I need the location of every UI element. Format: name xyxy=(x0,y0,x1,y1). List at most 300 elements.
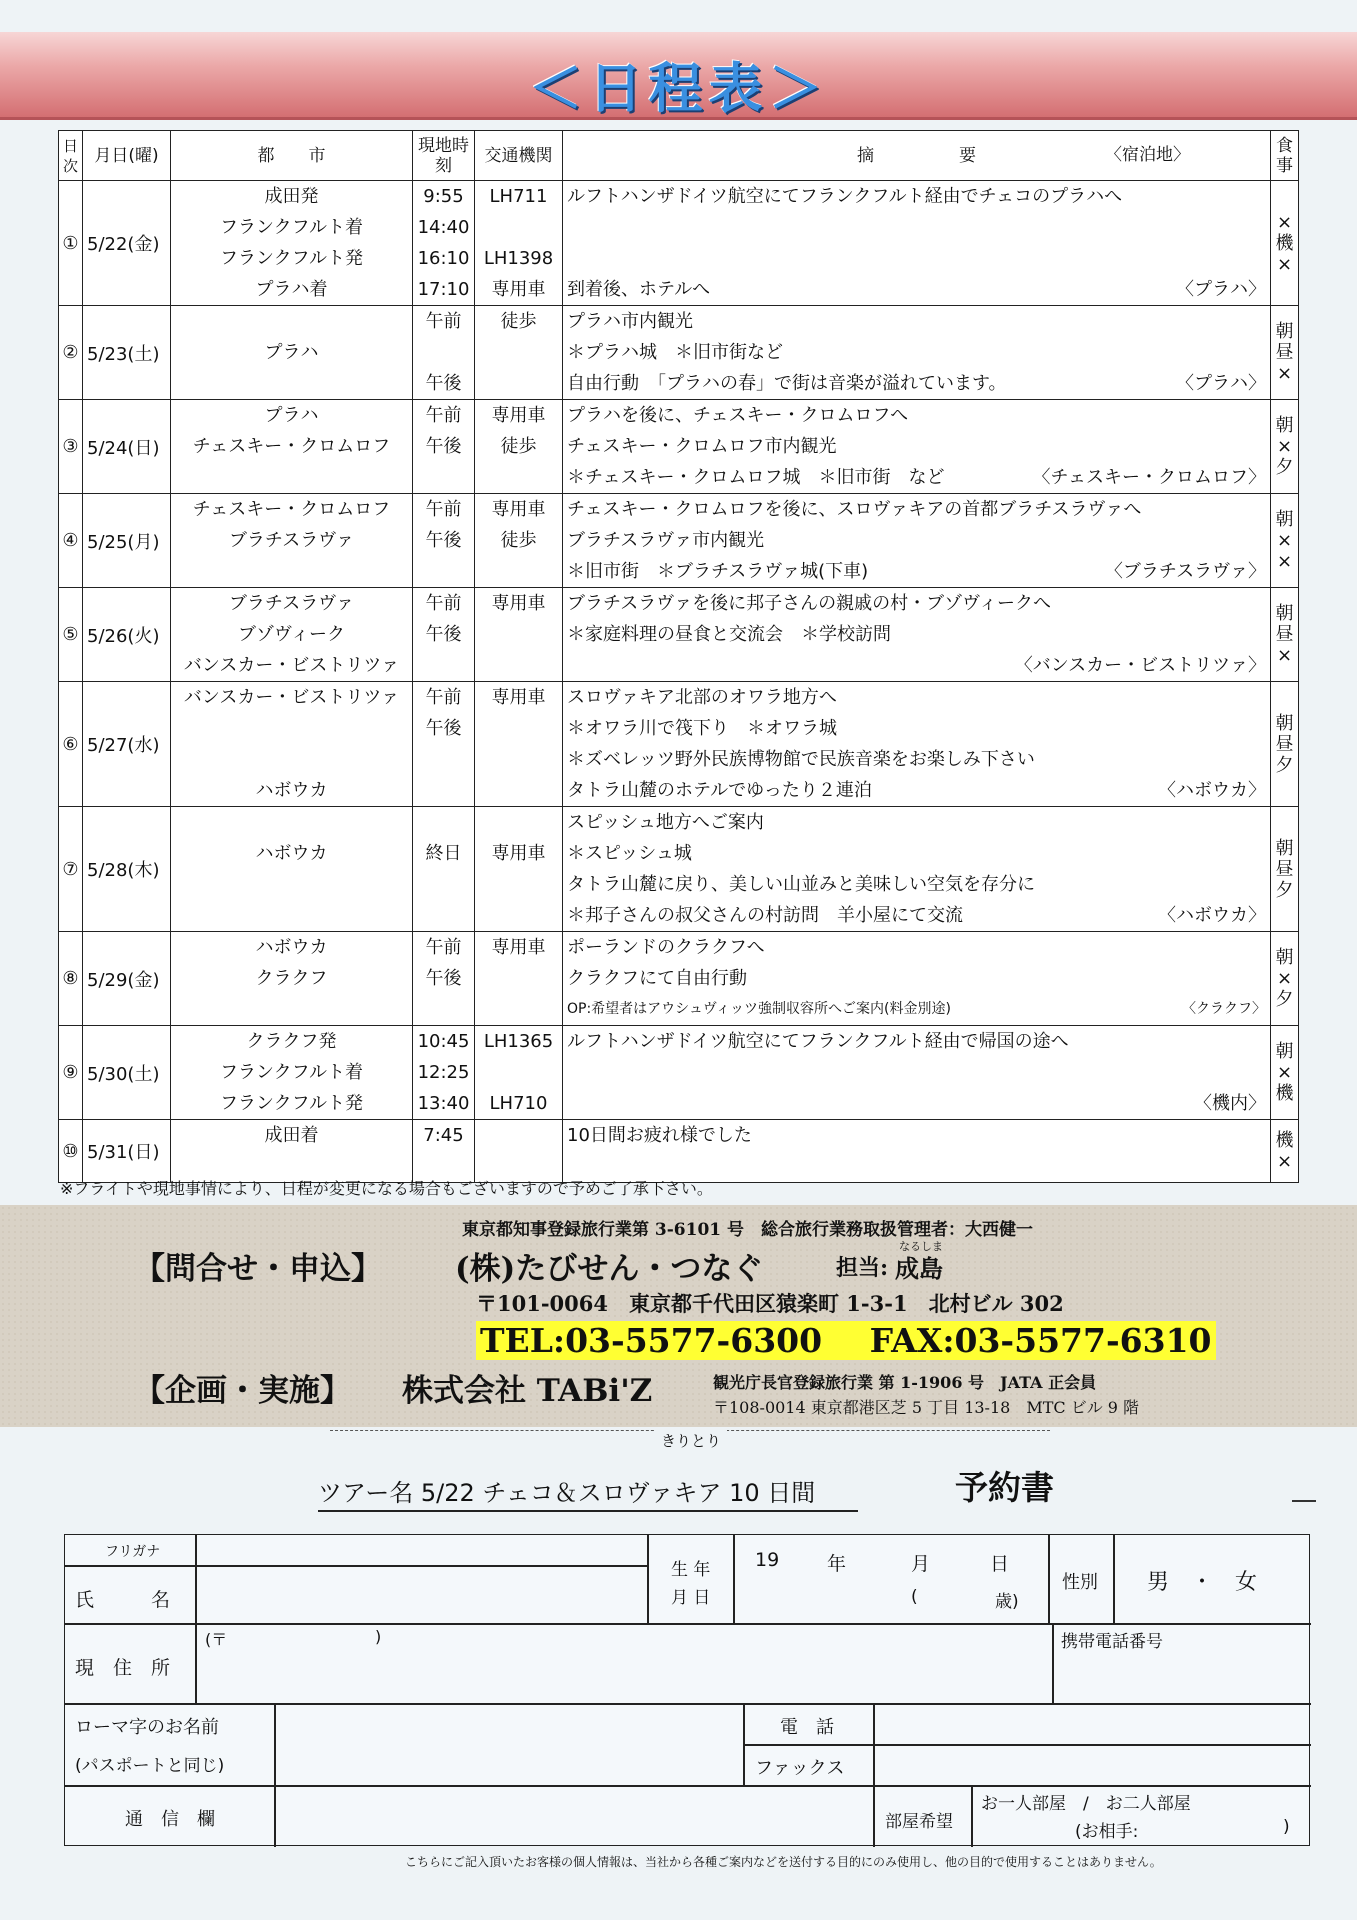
summary-cell-line: ＊ズベレッツ野外民族博物館で民族音楽をお楽しみ下さい xyxy=(567,749,1035,770)
meal-mark: × xyxy=(1276,645,1293,666)
transport-cell-line: LH711 xyxy=(489,186,548,207)
time-cell-line xyxy=(413,994,474,1025)
city-cell-line: プラハ着 xyxy=(255,279,328,300)
summary-cell xyxy=(563,400,1271,494)
day-date: 5/26(火) xyxy=(83,588,171,682)
passport-note: (パスポートと同じ) xyxy=(75,1756,225,1776)
meal-mark: 朝 xyxy=(1275,947,1294,968)
summary-cell xyxy=(563,682,1271,807)
summary-cell-line: ＊オワラ川で筏下り ＊オワラ城 xyxy=(567,718,837,739)
age-label: 歳) xyxy=(995,1592,1019,1612)
city-cell-line: クラクフ発 xyxy=(246,1031,337,1052)
day-number: ⑦ xyxy=(59,807,83,932)
summary-cell-line: 自由行動 「プラハの春」で街は音楽が溢れています。 〈プラハ〉 xyxy=(567,368,1270,399)
city-cell-line: フランクフルト着 xyxy=(220,1062,363,1083)
room-label: 部屋希望 xyxy=(885,1812,953,1832)
time-cell xyxy=(413,807,475,932)
city-cell xyxy=(171,932,413,1026)
transport-cell-line xyxy=(475,744,562,775)
time-cell xyxy=(413,181,475,306)
time-cell-line: 午前 xyxy=(425,499,462,520)
meal-mark: × xyxy=(1276,1151,1293,1172)
city-cell xyxy=(171,1026,413,1120)
city-cell xyxy=(171,181,413,306)
city-cell xyxy=(171,400,413,494)
day-number: ⑩ xyxy=(59,1120,83,1183)
meal-mark: 朝 xyxy=(1275,1041,1294,1062)
summary-cell-line: プラハ市内観光 xyxy=(567,311,693,332)
company-name: (株)たびせん・つなぐ xyxy=(455,1251,764,1287)
summary-cell-line: ＊旧市街 ＊ブラチスラヴァ城(下車) 〈ブラチスラヴァ〉 xyxy=(567,556,1270,587)
city-cell xyxy=(171,807,413,932)
furigana-label: フリガナ xyxy=(105,1544,161,1560)
phone-label: 電 話 xyxy=(780,1717,834,1738)
transport-cell-line: 専用車 xyxy=(491,843,546,864)
furigana-field[interactable] xyxy=(197,1537,645,1564)
schedule-row xyxy=(59,932,1299,1026)
city-cell-line: バンスカー・ビストリツァ xyxy=(183,687,400,708)
lodging-label: 〈機内〉 xyxy=(1194,1093,1266,1114)
time-cell-line xyxy=(413,807,474,838)
time-cell-line: 午後 xyxy=(425,624,462,645)
summary-cell xyxy=(563,306,1271,400)
transport-cell xyxy=(475,494,563,588)
name-label: 氏 名 xyxy=(75,1589,171,1611)
transport-cell-line xyxy=(475,212,562,243)
time-cell-line: 午後 xyxy=(425,436,462,457)
meal-mark: × xyxy=(1276,530,1293,551)
city-cell-line: フランクフルト着 xyxy=(220,217,363,238)
day-number: ⑧ xyxy=(59,932,83,1026)
day-date: 5/22(金) xyxy=(83,181,171,306)
page-title: ＜日程表＞ xyxy=(528,57,829,120)
privacy-note: こちらにご記入頂いたお客様の個人情報は、当社から各種ご案内などを送付する目的にのみ使用し、他の目的で使用することはありません。 xyxy=(405,1855,1162,1869)
city-cell-line xyxy=(171,807,412,838)
day-number: ① xyxy=(59,181,83,306)
day-date: 5/24(日) xyxy=(83,400,171,494)
dash-mark xyxy=(1292,1500,1316,1502)
transport-cell-line: LH1365 xyxy=(483,1031,554,1052)
time-cell-line: 午後 xyxy=(425,718,462,739)
lodging-label: 〈ブラチスラヴァ〉 xyxy=(1104,561,1266,582)
comm-field[interactable] xyxy=(277,1787,871,1845)
person-ruby: なるしま xyxy=(899,1240,943,1253)
lodging-label: 〈チェスキー・クロムロフ〉 xyxy=(1032,467,1266,488)
transport-cell-line xyxy=(475,963,562,994)
schedule-row xyxy=(59,494,1299,588)
summary-cell-line: ＊家庭料理の昼食と交流会 ＊学校訪問 xyxy=(567,624,891,645)
time-cell-line: 終日 xyxy=(425,843,462,864)
transport-cell xyxy=(475,807,563,932)
transport-cell-line: 専用車 xyxy=(491,405,546,426)
summary-cell-line: ＊プラハ城 ＊旧市街など xyxy=(567,342,783,363)
time-cell-line: 7:45 xyxy=(423,1125,464,1146)
registration-text: 東京都知事登録旅行業第 3-6101 号 総合旅行業務取扱管理者：大西健一 xyxy=(462,1220,1034,1240)
summary-cell-line: 到着後、ホテルへ 〈プラハ〉 xyxy=(567,274,1270,305)
roman-name-field[interactable] xyxy=(277,1705,741,1783)
city-cell-line: ハボウカ xyxy=(255,937,328,958)
transport-cell-line xyxy=(475,713,562,744)
mobile-field[interactable] xyxy=(1055,1651,1309,1701)
summary-cell-line xyxy=(567,243,1270,274)
header-transport: 交通機関 xyxy=(475,131,563,181)
meal-mark: × xyxy=(1276,968,1293,989)
summary-cell-line: チェスキー・クロムロフを後に、スロヴァキアの首都ブラチスラヴァへ xyxy=(567,499,1142,520)
transport-cell-line xyxy=(475,869,562,900)
time-cell-line xyxy=(413,650,474,681)
transport-cell-line xyxy=(475,1057,562,1088)
city-cell xyxy=(171,1120,413,1183)
birth-year-label: 年 xyxy=(827,1553,847,1575)
time-cell xyxy=(413,494,475,588)
summary-cell-line: 10日間お疲れ様でした xyxy=(567,1125,752,1146)
day-number: ④ xyxy=(59,494,83,588)
transport-cell-line xyxy=(475,462,562,493)
transport-cell-line: 専用車 xyxy=(491,279,546,300)
meal-mark: × xyxy=(1276,551,1293,572)
city-cell-line: プラハ xyxy=(264,405,319,426)
city-cell-line xyxy=(171,556,412,587)
schedule-row xyxy=(59,1120,1299,1183)
meal-mark: 昼 xyxy=(1275,858,1294,880)
city-cell-line: クラクフ xyxy=(255,968,328,989)
cut-label: きりとり xyxy=(655,1430,727,1451)
summary-cell-line: ＊スピッシュ城 xyxy=(567,843,692,864)
meal-mark: 機 xyxy=(1275,1130,1294,1151)
city-cell-line xyxy=(171,900,412,931)
tel-fax xyxy=(476,1321,1216,1360)
time-cell-line: 午前 xyxy=(425,405,462,426)
time-cell-line: 14:40 xyxy=(417,217,470,238)
name-field[interactable] xyxy=(197,1567,645,1621)
city-cell-line xyxy=(171,368,412,399)
schedule-row xyxy=(59,181,1299,306)
time-cell xyxy=(413,932,475,1026)
summary-cell-line xyxy=(567,212,1270,243)
time-cell-line xyxy=(413,869,474,900)
city-cell xyxy=(171,306,413,400)
summary-cell xyxy=(563,1120,1271,1183)
time-cell-line xyxy=(413,744,474,775)
lodging-label: 〈ハボウカ〉 xyxy=(1158,905,1266,926)
city-cell-line xyxy=(171,713,412,744)
transport-cell-line xyxy=(475,650,562,681)
transport-cell-line xyxy=(475,994,562,1025)
time-cell xyxy=(413,682,475,807)
city-cell-line: ハボウカ xyxy=(255,780,328,801)
city-cell xyxy=(171,682,413,807)
schedule-row xyxy=(59,588,1299,682)
transport-cell xyxy=(475,932,563,1026)
transport-cell-line: 徒歩 xyxy=(500,530,537,551)
time-cell xyxy=(413,400,475,494)
time-cell-line: 13:40 xyxy=(417,1093,470,1114)
transport-cell-line xyxy=(475,1120,562,1151)
summary-cell-line: ＊チェスキー・クロムロフ城 ＊旧市街 など 〈チェスキー・クロムロフ〉 xyxy=(567,462,1270,493)
tel-number[interactable]: TEL:03-5577-6300 xyxy=(476,1321,826,1360)
time-cell-line: 午前 xyxy=(425,937,462,958)
meal-mark: × xyxy=(1276,363,1293,384)
company-address: 〒101-0064 東京都千代田区猿楽町 1-3-1 北村ビル 302 xyxy=(476,1291,1064,1316)
planner-registration: 観光庁長官登録旅行業 第 1-1906 号 JATA 正会員 xyxy=(713,1373,1097,1392)
time-cell-line xyxy=(413,775,474,806)
city-cell-line: フランクフルト発 xyxy=(220,1093,363,1114)
lodging-label: 〈プラハ〉 xyxy=(1176,373,1266,394)
city-cell-line: ブラチスラヴァ xyxy=(228,593,355,614)
meal-mark: 朝 xyxy=(1275,415,1294,436)
city-cell-line xyxy=(171,462,412,493)
transport-cell-line xyxy=(475,368,562,399)
time-cell-line: 午前 xyxy=(425,593,462,614)
fax-label: ファックス xyxy=(755,1758,845,1779)
time-cell-line: 9:55 xyxy=(423,186,464,207)
meal-mark: 夕 xyxy=(1275,754,1294,776)
transport-cell-line: LH1398 xyxy=(483,248,554,269)
header-summary xyxy=(563,131,1271,181)
summary-cell xyxy=(563,807,1271,932)
summary-cell-line: スピッシュ地方へご案内 xyxy=(567,812,764,833)
time-cell-line xyxy=(413,462,474,493)
summary-cell xyxy=(563,181,1271,306)
schedule-row xyxy=(59,1026,1299,1120)
header-meal: 食事 xyxy=(1271,131,1299,181)
city-cell xyxy=(171,494,413,588)
schedule-row xyxy=(59,682,1299,807)
time-cell-line xyxy=(413,337,474,368)
meal-mark: 昼 xyxy=(1275,342,1294,363)
time-cell xyxy=(413,588,475,682)
city-cell-line xyxy=(171,869,412,900)
city-cell-line xyxy=(171,306,412,337)
phone-field[interactable] xyxy=(875,1705,1309,1743)
meal-cell xyxy=(1271,400,1299,494)
day-number: ② xyxy=(59,306,83,400)
meal-mark: 機 xyxy=(1275,1083,1294,1104)
schedule-row xyxy=(59,306,1299,400)
time-cell-line: 17:10 xyxy=(417,279,470,300)
transport-cell-line xyxy=(475,337,562,368)
birth-day-label: 日 xyxy=(990,1553,1010,1575)
transport-cell-line: 専用車 xyxy=(491,593,546,614)
city-cell-line: 成田着 xyxy=(264,1125,319,1146)
time-cell-line xyxy=(413,900,474,931)
fax-number: FAX:03-5577-6310 xyxy=(866,1321,1216,1360)
transport-cell-line: 専用車 xyxy=(491,499,546,520)
meal-cell xyxy=(1271,807,1299,932)
form-title: 予約書 xyxy=(955,1468,1054,1507)
gender-label: 性別 xyxy=(1062,1572,1098,1593)
roman-name-label: ローマ字のお名前 xyxy=(75,1717,219,1738)
day-number: ③ xyxy=(59,400,83,494)
partner-close: ) xyxy=(1283,1817,1290,1837)
summary-cell-line: スロヴァキア北部のオワラ地方へ xyxy=(567,687,837,708)
summary-cell xyxy=(563,494,1271,588)
postal-open: (〒 xyxy=(205,1630,228,1649)
meal-mark: 機 xyxy=(1275,232,1294,254)
day-date: 5/30(土) xyxy=(83,1026,171,1120)
meal-mark: 夕 xyxy=(1275,989,1294,1010)
day-number: ⑥ xyxy=(59,682,83,807)
transport-cell xyxy=(475,588,563,682)
transport-cell xyxy=(475,1026,563,1120)
summary-cell xyxy=(563,588,1271,682)
header-lodging-label: 〈宿泊地〉 xyxy=(1105,145,1190,165)
address-label: 現 住 所 xyxy=(75,1657,171,1679)
schedule-note: ※フライトや現地事情により、日程が変更になる場合もございますので予めご了承下さい。 xyxy=(60,1179,713,1198)
day-date: 5/23(土) xyxy=(83,306,171,400)
postal-close: ) xyxy=(375,1627,382,1646)
meal-mark: × xyxy=(1276,211,1293,233)
summary-cell-line xyxy=(567,650,1270,681)
lodging-label: 〈ハボウカ〉 xyxy=(1158,780,1266,801)
meal-cell xyxy=(1271,1120,1299,1183)
person-label: 担当: xyxy=(836,1255,889,1281)
meal-mark: 朝 xyxy=(1275,837,1294,859)
transport-cell-line: 専用車 xyxy=(491,687,546,708)
schedule-row xyxy=(59,807,1299,932)
lodging-label: 〈バンスカー・ビストリツァ〉 xyxy=(1014,655,1266,676)
lodging-label: 〈クラクフ〉 xyxy=(1182,1001,1266,1017)
birth-year-prefix[interactable]: 19 xyxy=(755,1549,780,1571)
time-cell-line: 午前 xyxy=(425,311,462,332)
summary-cell xyxy=(563,1026,1271,1120)
tour-name: ツアー名 5/22 チェコ＆スロヴァキア 10 日間 xyxy=(318,1473,858,1512)
time-cell-line: 午後 xyxy=(425,968,462,989)
meal-mark: × xyxy=(1276,436,1293,457)
meal-mark: 朝 xyxy=(1275,509,1294,530)
header-time: 現地時刻 xyxy=(413,131,475,181)
time-cell xyxy=(413,1026,475,1120)
birth-label-top: 生 年 xyxy=(671,1560,711,1580)
contact-box xyxy=(0,1205,1357,1427)
transport-cell xyxy=(475,181,563,306)
time-cell-line: 午後 xyxy=(425,530,462,551)
room-options[interactable]: お一人部屋 / お二人部屋 xyxy=(981,1794,1191,1814)
meal-cell xyxy=(1271,1026,1299,1120)
address-field[interactable] xyxy=(197,1647,1049,1701)
city-cell xyxy=(171,588,413,682)
summary-cell-line: ポーランドのクラクフへ xyxy=(567,937,765,958)
time-cell xyxy=(413,1120,475,1183)
meal-cell xyxy=(1271,682,1299,807)
day-date: 5/28(木) xyxy=(83,807,171,932)
day-date: 5/27(水) xyxy=(83,682,171,807)
meal-mark: 昼 xyxy=(1275,624,1294,645)
transport-cell-line xyxy=(475,556,562,587)
summary-cell-line: プラハを後に、チェスキー・クロムロフへ xyxy=(567,405,909,426)
time-cell-line: 午前 xyxy=(425,687,462,708)
comm-label: 通 信 欄 xyxy=(125,1809,215,1830)
transport-cell-line xyxy=(475,807,562,838)
header-day: 日次 xyxy=(59,131,83,181)
summary-cell-line: ルフトハンザドイツ航空にてフランクフルト経由でチェコのプラハへ xyxy=(567,186,1123,207)
header-summary-label: 摘 要 xyxy=(857,145,976,166)
meal-cell xyxy=(1271,588,1299,682)
transport-cell-line: LH710 xyxy=(489,1093,548,1114)
planner-label: 【企画・実施】 xyxy=(134,1373,351,1409)
summary-cell-line: ＊邦子さんの叔父さんの村訪問 羊小屋にて交流 〈ハボウカ〉 xyxy=(567,900,1270,931)
day-date: 5/31(日) xyxy=(83,1120,171,1183)
transport-cell-line xyxy=(475,900,562,931)
city-cell-line: ブラチスラヴァ xyxy=(228,530,355,551)
city-cell-line: フランクフルト発 xyxy=(220,248,363,269)
meal-mark: 朝 xyxy=(1275,321,1294,342)
summary-cell-line: チェスキー・クロムロフ市内観光 xyxy=(567,436,837,457)
meal-cell xyxy=(1271,932,1299,1026)
day-date: 5/29(金) xyxy=(83,932,171,1026)
time-cell-line: 10:45 xyxy=(417,1031,470,1052)
city-cell-line: バンスカー・ビストリツァ xyxy=(183,655,400,676)
meal-cell xyxy=(1271,181,1299,306)
city-cell-line: ブゾヴィーク xyxy=(238,624,345,645)
person-name: 成島 xyxy=(895,1254,943,1283)
inquiry-label: 【問合せ・申込】 xyxy=(134,1251,382,1287)
transport-cell xyxy=(475,400,563,494)
schedule-row xyxy=(59,400,1299,494)
transport-cell xyxy=(475,1120,563,1183)
meal-mark: 昼 xyxy=(1275,733,1294,755)
day-date: 5/25(月) xyxy=(83,494,171,588)
gender-options[interactable]: 男 ・ 女 xyxy=(1147,1570,1258,1595)
city-cell-line xyxy=(171,994,412,1025)
fax-field[interactable] xyxy=(875,1746,1309,1784)
meal-mark: 夕 xyxy=(1275,879,1294,901)
transport-cell-line: 専用車 xyxy=(491,937,546,958)
summary-cell-line: クラクフにて自由行動 xyxy=(567,968,747,989)
summary-cell-line xyxy=(567,1057,1270,1088)
meal-mark: 夕 xyxy=(1275,457,1294,478)
time-cell-line xyxy=(413,556,474,587)
time-cell xyxy=(413,306,475,400)
meal-cell xyxy=(1271,306,1299,400)
planner-address: 〒108-0014 東京都港区芝 5 丁目 13-18 MTC ビル 9 階 xyxy=(713,1398,1140,1417)
transport-cell xyxy=(475,306,563,400)
partner-label: (お相手: xyxy=(1075,1822,1139,1842)
reservation-form xyxy=(64,1534,1310,1846)
transport-cell-line: 徒歩 xyxy=(500,311,537,332)
transport-cell-line: 徒歩 xyxy=(500,436,537,457)
schedule-header-row xyxy=(59,131,1299,181)
summary-cell-line: タトラ山麓のホテルでゆったり２連泊 〈ハボウカ〉 xyxy=(567,775,1270,806)
meal-mark: × xyxy=(1276,1062,1293,1083)
lodging-label: 〈プラハ〉 xyxy=(1176,279,1266,300)
day-number: ⑨ xyxy=(59,1026,83,1120)
city-cell-line: チェスキー・クロムロフ xyxy=(192,499,391,520)
meal-mark: 朝 xyxy=(1275,603,1294,624)
city-cell-line xyxy=(171,744,412,775)
city-cell-line: 成田発 xyxy=(264,186,319,207)
age-open: ( xyxy=(911,1587,918,1607)
summary-cell-line: タトラ山麓に戻り、美しい山並みと美味しい空気を存分に xyxy=(567,874,1035,895)
birth-label-bottom: 月 日 xyxy=(671,1588,711,1608)
city-cell-line: プラハ xyxy=(264,342,319,363)
summary-cell-line: ルフトハンザドイツ航空にてフランクフルト経由で帰国の途へ xyxy=(567,1031,1069,1052)
meal-mark: 朝 xyxy=(1275,712,1294,734)
schedule-table xyxy=(58,130,1299,1183)
planner-name: 株式会社 TABi'Z xyxy=(402,1373,653,1409)
summary-cell-line xyxy=(567,1088,1270,1119)
day-number: ⑤ xyxy=(59,588,83,682)
city-cell-line: ハボウカ xyxy=(255,843,328,864)
time-cell-line: 16:10 xyxy=(417,248,470,269)
summary-cell-line: ブラチスラヴァ市内観光 xyxy=(567,530,765,551)
meal-cell xyxy=(1271,494,1299,588)
birth-month-label: 月 xyxy=(911,1553,931,1575)
summary-cell xyxy=(563,932,1271,1026)
mobile-label: 携帯電話番号 xyxy=(1061,1632,1163,1652)
transport-cell-line xyxy=(475,619,562,650)
summary-cell-line: ブラチスラヴァを後に邦子さんの親戚の村・ブゾヴィークへ xyxy=(567,593,1052,614)
